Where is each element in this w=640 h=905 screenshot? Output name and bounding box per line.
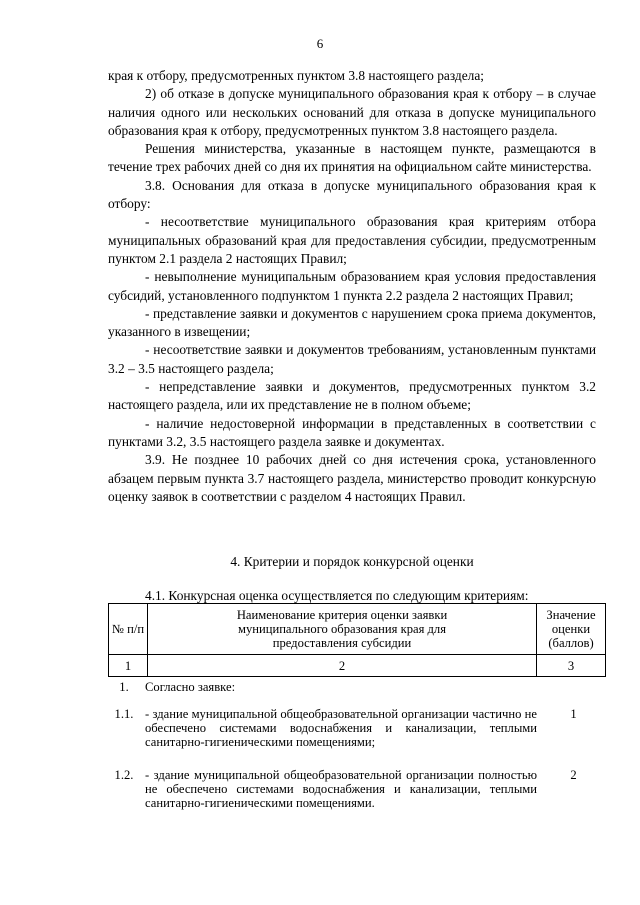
- row-num: 1.: [119, 680, 129, 694]
- paragraph: 3.9. Не позднее 10 рабочих дней со дня истечения срока, установленного абзацем первым пункта 3.7 настоящего раздела, министерство проводит конкурсную оценку заявок в соответствии с разделом 4 настоящих Правил.: [108, 452, 596, 504]
- header-value: Значение оценки (баллов): [537, 604, 606, 655]
- table-row: [108, 768, 606, 828]
- col-number: 1: [109, 655, 148, 677]
- paragraph: края к отбору, предусмотренных пунктом 3.8 настоящего раздела;: [108, 68, 485, 83]
- header-name: Наименование критерия оценки заявки муниципального образования края для предоставления субсидии: [148, 604, 537, 655]
- row-value: 2: [570, 768, 577, 782]
- criteria-table: [108, 603, 606, 677]
- table-header-row: [109, 604, 606, 655]
- paragraph: 3.8. Основания для отказа в допуске муниципального образования края к отбору:: [108, 177, 596, 212]
- paragraph: 2) об отказе в допуске муниципального образования края к отбору – в случае наличия одного или нескольких оснований для отказа в допуске муниципального образования края к отбору, предусмотренных пунктом 3.8 настоящего раздела.: [108, 86, 596, 138]
- paragraph: Решения министерства, указанные в настоящем пункте, размещаются в течение трех рабочих дней со дня их принятия на официальном сайте министерства.: [108, 141, 596, 175]
- table-row: [108, 707, 606, 768]
- table-col-numbers-row: [109, 655, 606, 677]
- criteria-rows: [108, 680, 606, 828]
- paragraph: - представление заявки и документов с нарушением срока приема документов, указанного в извещении;: [108, 305, 596, 340]
- paragraph: - наличие недостоверной информации в представленных в соответствии с пунктами 3.2, 3.5 настоящего раздела заявке и документах.: [108, 415, 596, 449]
- row-text: Согласно заявке:: [145, 680, 236, 694]
- paragraph: - несоответствие заявки и документов требованиям, установленным пунктами 3.2 – 3.5 настоящего раздела;: [108, 342, 596, 376]
- row-value: 1: [570, 707, 577, 721]
- document-body: [108, 67, 596, 506]
- row-num: 1.2.: [114, 768, 134, 782]
- paragraph: - несоответствие муниципального образования края критериям отбора муниципальных образований края для предоставления субсидии, предусмотренным пунктом 2.1 раздела 2 настоящих Правил;: [108, 214, 596, 266]
- row-text: - здание муниципальной общеобразовательной организации полностью не обеспечено системами водоснабжения и канализации, теплыми санитарно-гигиеническими помещениями.: [145, 768, 537, 810]
- col-number: 3: [537, 655, 606, 677]
- page-number: 6: [316, 36, 324, 51]
- col-number: 2: [148, 655, 537, 677]
- row-num: 1.1.: [114, 707, 134, 721]
- criteria-intro: 4.1. Конкурсная оценка осуществляется по следующим критериям:: [145, 588, 529, 603]
- paragraph: - непредставление заявки и документов, предусмотренных пунктом 3.2 настоящего раздела, или их представление не в полном объеме;: [108, 379, 596, 413]
- header-num: № п/п: [109, 604, 148, 655]
- table-row: [108, 680, 606, 707]
- section-heading: 4. Критерии и порядок конкурсной оценки: [230, 554, 474, 569]
- row-text: - здание муниципальной общеобразовательной организации частично не обеспечено системами водоснабжения и канализации, теплыми санитарно-гигиеническими помещениями;: [145, 707, 537, 749]
- paragraph: - невыполнение муниципальным образованием края условия предоставления субсидий, установленного подпунктом 1 пункта 2.2 раздела 2 настоящих Правил;: [108, 269, 596, 303]
